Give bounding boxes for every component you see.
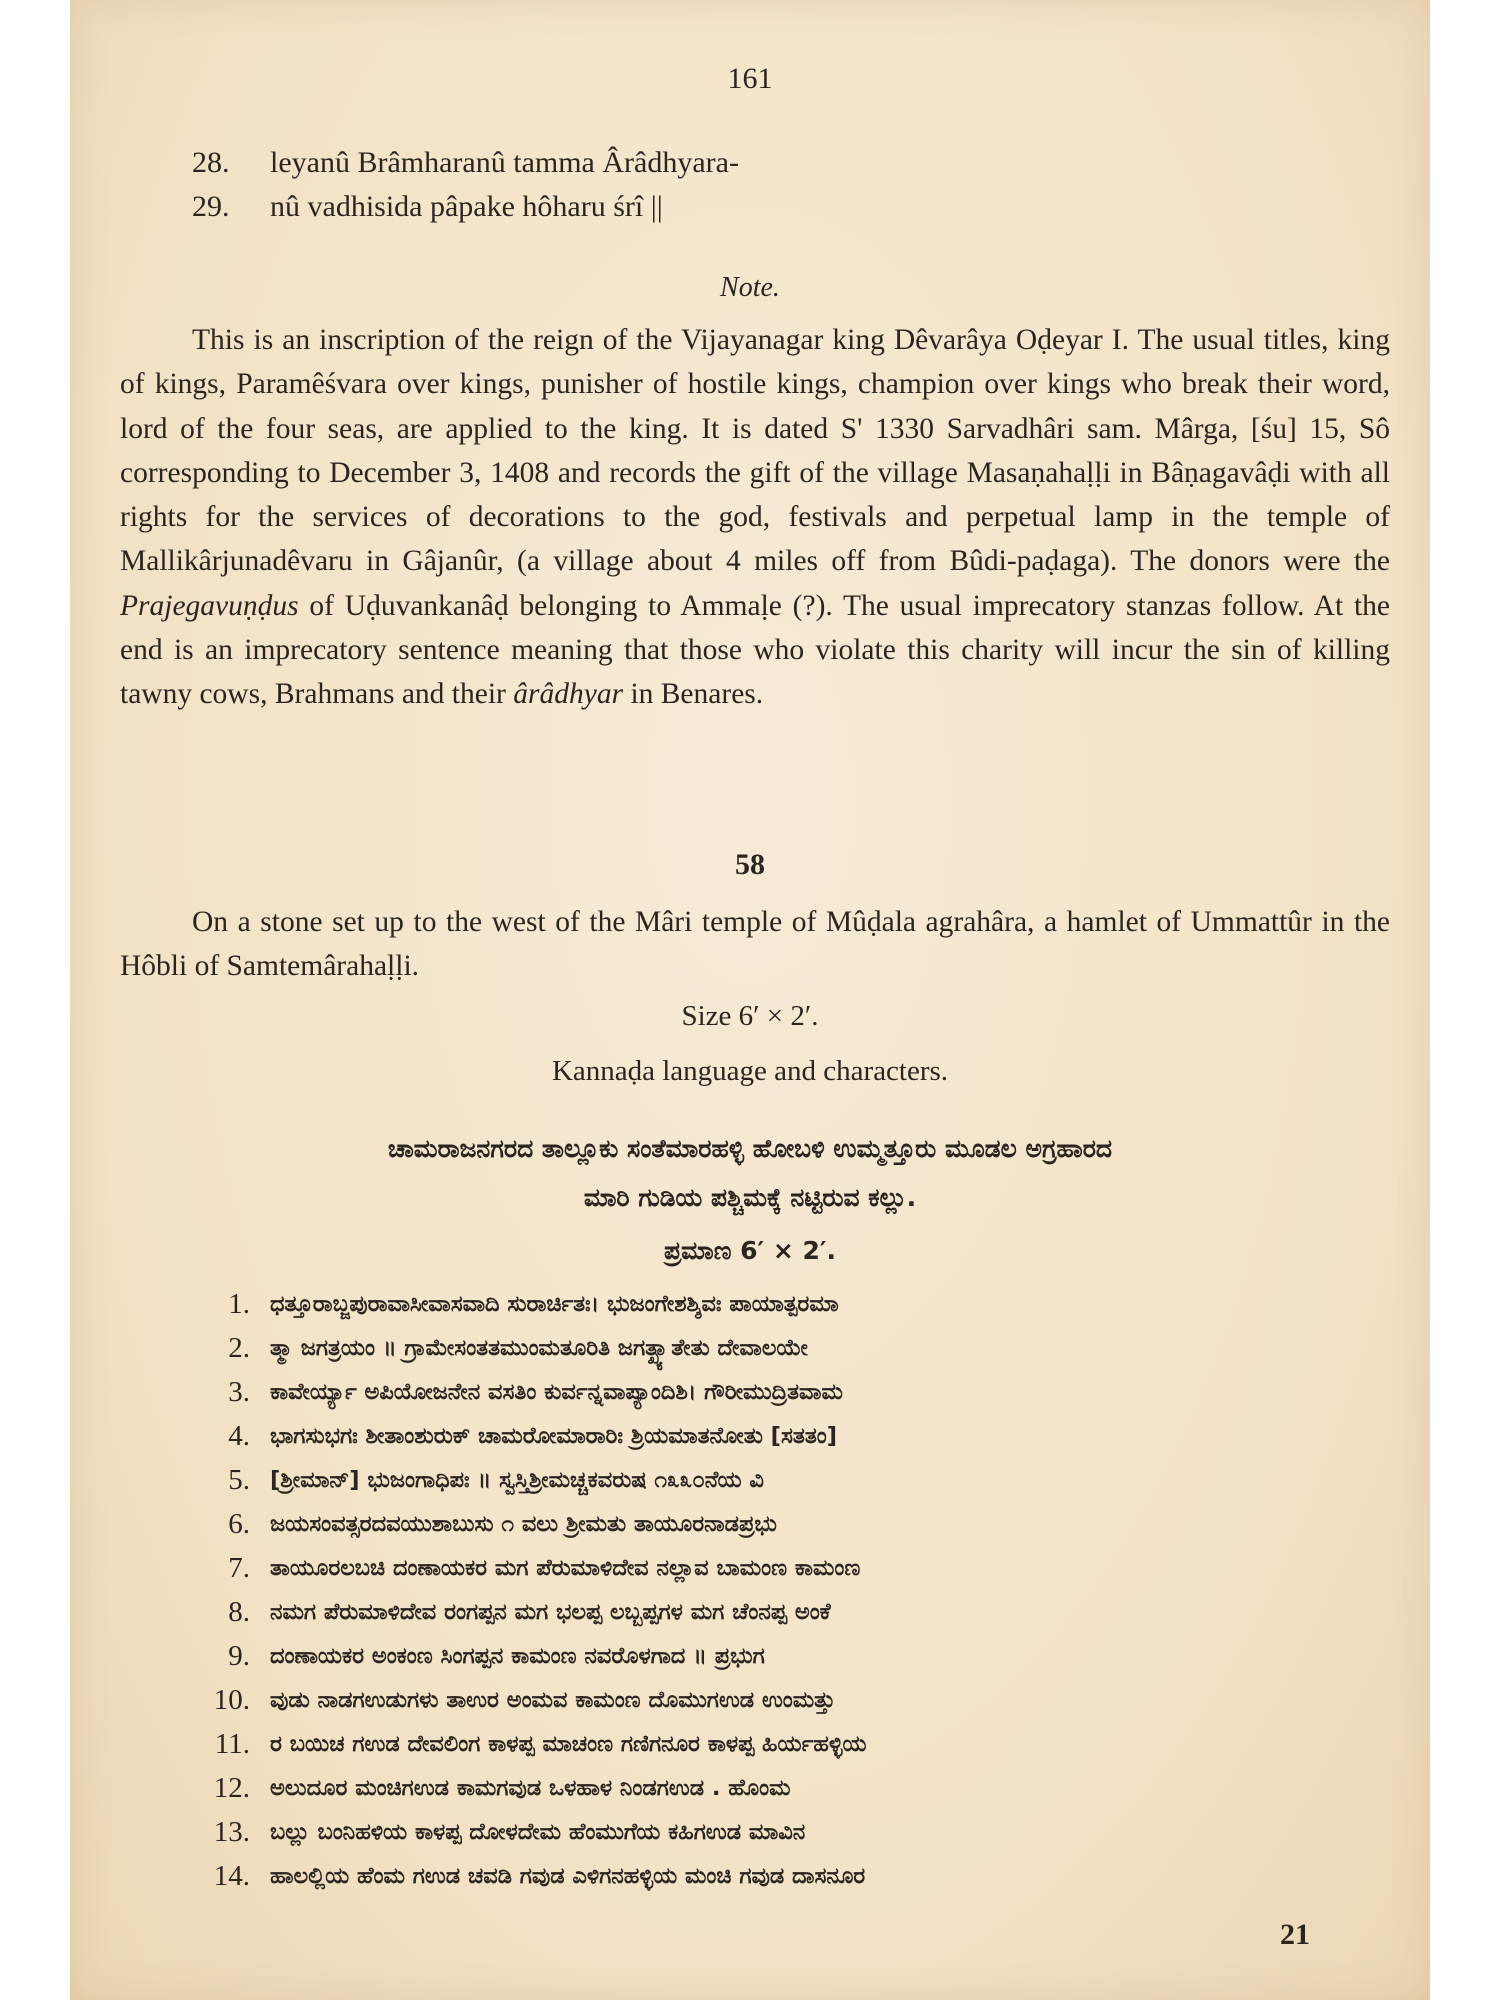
- line-number: 11.: [214, 1727, 250, 1760]
- line-number: 12.: [213, 1771, 250, 1804]
- verse-line: [192, 146, 739, 180]
- line-number: 2.: [228, 1331, 250, 1364]
- line-number: 8.: [228, 1595, 250, 1628]
- line-text: ಬಲ್ಲು ಬಂನಿಹಳಿಯ ಕಾಳಪ್ಪ ದೋಳದೇಮ ಹೆಂಮುಗೆಯ ಕಹಿಗಉಡ ಮಾವಿನ: [270, 1819, 806, 1845]
- line-number: 1.: [228, 1287, 250, 1320]
- location-paragraph: [120, 900, 1390, 989]
- note-italic-2: ârâdhyar: [513, 678, 624, 711]
- note-text-1: This is an inscription of the reign of the Vijayanagar king Dêvarâya Oḍeyar I. The usual titles, king of kings, Paramêśvara over kings, punisher of hostile kings, champion over kings who break their word, lord of the four seas, are applied to the king. It is dated S' 1330 Sarvadhâri sam. Mârga, [śu] 15, Sô corresponding to December 3, 1408 and records the gift of the village Masaṇahaḷḷi in Bâṇagavâḍi with all rights for the services of decorations to the god, festivals and perpetual lamp in the temple of Mallikârjunadêvaru in Gâjanûr, (a village about 4 miles off from Bûdi-paḍaga). The donors were the: [120, 324, 1390, 578]
- inscription-line: [170, 1546, 1320, 1590]
- page-number-top: 161: [727, 62, 773, 95]
- line-text: ಜಯಸಂವತ್ಸರದವಯುಶಾಬುಸು ೧ ವಲು ಶ್ರೀಮತು ತಾಯೂರನಾಡಪ್ರಭು: [270, 1511, 777, 1537]
- kannada-heading-1: ಚಾಮರಾಜನಗರದ ತಾಲ್ಲೂಕು ಸಂತೆಮಾರಹಳ್ಳಿ ಹೋಬಳಿ ಉಮ್ಮತ್ತೂರು ಮೂಡಲ ಅಗ್ರಹಾರದ: [387, 1134, 1113, 1163]
- inscription-line: [170, 1414, 1320, 1458]
- inscription-line: [170, 1854, 1320, 1898]
- line-number: 10.: [213, 1683, 250, 1716]
- note-text-2: of Uḍuvankanâḍ belonging to Ammaḷe (?). The usual imprecatory stanzas follow. At the end is an imprecatory sentence meaning that those who violate this charity will incur the sin of killing tawny cows, Brahmans and their: [120, 589, 1390, 711]
- line-text: [ಶ್ರೀಮಾನ್] ಭುಜಂಗಾಧಿಪಃ ॥ ಸ್ವಸ್ತಿಶ್ರೀಮಚ್ಚಕವರುಷ ೧೩೩೦ನೆಯ ವಿ: [270, 1467, 764, 1493]
- verse-number: 28.: [192, 146, 230, 179]
- line-text: ರ ಬಯಿಚ ಗಉಡ ದೇವಲಿಂಗ ಕಾಳಪ್ಪ ಮಾಚಂಣ ಗಣಿಗನೂರ ಕಾಳಪ್ಪ ಹಿರ್ಯಹಳ್ಳಿಯ: [270, 1731, 867, 1757]
- inscription-line: [170, 1326, 1320, 1370]
- line-text: ಧತ್ತೂರಾಬ್ಜಪುರಾವಾಸೀವಾಸವಾದಿ ಸುರಾರ್ಚಿತಃ। ಭುಜಂಗೇಶಶ್ಶಿವಃ ಪಾಯಾತ್ಪರಮಾ: [270, 1291, 839, 1317]
- line-text: ವುಡು ನಾಡಗಉಡುಗಳು ತಾಉರ ಅಂಮವ ಕಾಮಂಣ ದೊಮುಗಉಡ ಉಂಮತ್ತು: [270, 1687, 836, 1713]
- kannada-size: ಪ್ರಮಾಣ 6′ × 2′.: [664, 1236, 836, 1265]
- verse-line: [192, 190, 663, 224]
- book-page: [70, 0, 1430, 2000]
- section-number: 58: [735, 848, 765, 881]
- line-number: 6.: [228, 1507, 250, 1540]
- line-text: ಭಾಗಸುಭಗಃ ಶೀತಾಂಶುರುಕ್ ಚಾಮರೋಮಾರಾರಿಃ ಶ್ರಿಯಮಾತನೋತು [ಸತತಂ]: [270, 1423, 838, 1449]
- verse-number: 29.: [192, 190, 230, 223]
- line-number: 9.: [228, 1639, 250, 1672]
- line-text: ಹಾಲಲ್ಲಿಯ ಹೆಂಮ ಗಉಡ ಚವಡಿ ಗವುಡ ಎಳಿಗನಹಳ್ಳಿಯ ಮಂಚಿ ಗವುಡ ದಾಸನೂರ: [270, 1863, 866, 1889]
- inscription-line: [170, 1722, 1320, 1766]
- line-number: 3.: [228, 1375, 250, 1408]
- note-paragraph: [120, 318, 1390, 717]
- inscription-line: [170, 1458, 1320, 1502]
- verse-text: nû vadhisida pâpake hôharu śrî ||: [270, 190, 663, 223]
- verse-text: leyanû Brâmharanû tamma Ârâdhyara-: [270, 146, 739, 179]
- inscription-line: [170, 1370, 1320, 1414]
- inscription-line: [170, 1766, 1320, 1810]
- note-heading: Note.: [720, 272, 780, 303]
- line-text: ನಮಗ ಪೆರುಮಾಳಿದೇವ ರಂಗಪ್ಪನ ಮಗ ಭಲಪ್ಪ ಲಬ್ಬಪ್ಪಗಳ ಮಗ ಚೆಂನಪ್ಪ ಅಂಕೆ: [270, 1599, 831, 1625]
- location-text: On a stone set up to the west of the Mâri temple of Mûḍala agrahâra, a hamlet of Ummattûr in the Hôbli of Samtemârahaḷḷi.: [120, 906, 1390, 983]
- inscription-line: [170, 1634, 1320, 1678]
- inscription-lines: [170, 1282, 1320, 1898]
- note-text-3: in Benares.: [630, 678, 764, 711]
- line-number: 5.: [228, 1463, 250, 1496]
- line-text: ತಾಯೂರಲಬಚಿ ದಂಣಾಯಕರ ಮಗ ಪೆರುಮಾಳಿದೇವ ನಲ್ಲಾವ ಬಾಮಂಣ ಕಾಮಂಣ: [270, 1555, 861, 1581]
- inscription-line: [170, 1678, 1320, 1722]
- kannada-heading-2: ಮಾರಿ ಗುಡಿಯ ಪಶ್ಚಿಮಕ್ಕೆ ನಟ್ಟಿರುವ ಕಲ್ಲು.: [583, 1183, 917, 1212]
- note-italic-1: Prajegavuṇḍus: [120, 589, 299, 622]
- line-text: ಕಾವೇರ್ಯ್ಯಾ ಅಪಿಯೋಜನೇನ ವಸತಿಂ ಕುರ್ವನ್ನವಾಪ್ಯಾಂದಿಶಿ। ಗೌರೀಮುದ್ರಿತವಾಮ: [270, 1379, 843, 1405]
- inscription-line: [170, 1810, 1320, 1854]
- line-number: 14.: [213, 1859, 250, 1892]
- line-text: ದಂಣಾಯಕರ ಅಂಕಂಣ ಸಿಂಗಪ್ಪನ ಕಾಮಂಣ ನವರೊಳಗಾದ ॥ ಪ್ರಭುಗ: [270, 1643, 765, 1669]
- inscription-line: [170, 1590, 1320, 1634]
- inscription-line: [170, 1502, 1320, 1546]
- inscription-line: [170, 1282, 1320, 1326]
- language-line: Kannaḍa language and characters.: [551, 1055, 949, 1087]
- size-line: Size 6′ × 2′.: [681, 1000, 819, 1032]
- line-text: ತ್ಮಾ ಜಗತ್ರಯಂ ॥ ಗ್ರಾಮೇಸಂತತಮುಂಮತೂರಿತಿ ಜಗತ್ಖ್ಯಾತೇತು ದೇವಾಲಯೇ: [270, 1335, 808, 1361]
- page-number-bottom: 21: [1280, 1918, 1310, 1951]
- line-text: ಅಲುದೂರ ಮಂಚಿಗಉಡ ಕಾಮಗವುಡ ಒಳಹಾಳ ನಿಂಡಗಉಡ . ಹೊಂಮ: [270, 1775, 791, 1801]
- line-number: 7.: [228, 1551, 250, 1584]
- line-number: 4.: [228, 1419, 250, 1452]
- line-number: 13.: [213, 1815, 250, 1848]
